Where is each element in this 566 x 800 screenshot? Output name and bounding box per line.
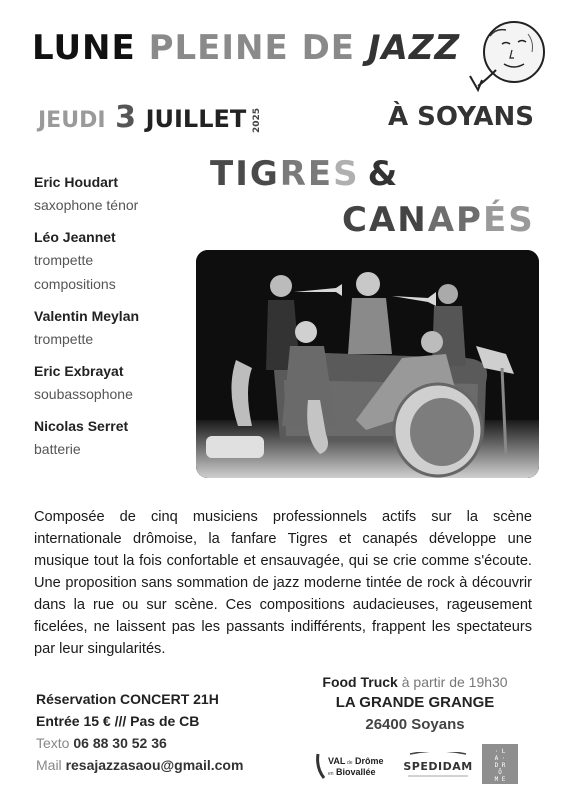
svg-text:en: en xyxy=(328,771,334,777)
svg-text:VAL: VAL xyxy=(328,756,346,766)
musician-item xyxy=(34,361,204,406)
band-word2-part-a: CAN xyxy=(342,200,428,240)
phone-number[interactable]: 06 88 30 52 36 xyxy=(73,735,167,751)
svg-text:Biovallée: Biovallée xyxy=(336,767,376,777)
food-truck-time: à partir de 19h30 xyxy=(397,674,508,690)
la-drome-logo: · L A · D R Ô M E xyxy=(482,744,518,784)
band-name-line1 xyxy=(210,154,399,194)
musician-item xyxy=(34,416,204,461)
booking-concert-time: Réservation CONCERT 21H xyxy=(36,691,219,707)
svg-text:SPEDIDAM: SPEDIDAM xyxy=(403,760,473,773)
musicians-list xyxy=(34,172,204,471)
musician-role: batterie xyxy=(34,441,81,457)
band-name-line2 xyxy=(342,200,535,240)
band-description: Composée de cinq musiciens professionnels actifs sur la scène internationale drômoise, la fanfare Tigres et canapés développe une musique tout la fois confortable et ensauvagée, qui se crie comme s'écoute. Une proposition sans sommation de jazz moderne tintée de rock à découvrir dans la rue ou sur scène. Ces compositions audacieuses, rageusement ficelées, ne laissent pas les passants indifférents, frappent les spectateurs par leur singularités. xyxy=(34,509,532,657)
musician-item xyxy=(34,227,204,296)
musician-name: Eric Houdart xyxy=(34,174,119,190)
venue-name: LA GRANDE GRANGE xyxy=(335,694,495,711)
mail-address[interactable]: resajazzasaou@gmail.com xyxy=(65,757,244,773)
musician-name: Léo Jeannet xyxy=(34,229,116,245)
booking-info xyxy=(36,688,243,776)
band-word1-part-b: RE xyxy=(279,154,334,194)
musician-role: trompette xyxy=(34,252,94,268)
venue-info xyxy=(300,672,530,736)
phone-label: Texto xyxy=(36,735,70,751)
moon-face-illustration xyxy=(466,14,552,100)
food-truck-label: Food Truck xyxy=(322,674,398,690)
mail-label: Mail xyxy=(36,757,62,773)
band-word2-part-c: ÉS xyxy=(482,200,535,240)
musician-name: Eric Exbrayat xyxy=(34,363,124,379)
band-word2-part-b: AP xyxy=(427,200,483,240)
musician-role: trompette xyxy=(34,331,94,347)
booking-mail-line xyxy=(36,754,243,776)
svg-text:de: de xyxy=(347,760,353,766)
date-number: 3 xyxy=(115,100,136,135)
val-de-drome-logo xyxy=(314,750,394,784)
musician-role: saxophone ténor xyxy=(34,197,139,213)
booking-price: Entrée 15 € /// Pas de CB xyxy=(36,713,200,729)
svg-text:Drôme: Drôme xyxy=(355,756,384,766)
band-word1-part-c: S xyxy=(333,154,360,194)
band-ampersand: & xyxy=(367,154,400,194)
musician-item xyxy=(34,306,204,351)
musician-role: soubassophone xyxy=(34,386,133,402)
title-part-jazz: JAZZ xyxy=(367,28,461,68)
title-part-pleine-de: PLEINE DE xyxy=(148,28,368,68)
event-title xyxy=(32,28,460,68)
booking-phone-line xyxy=(36,732,243,754)
musician-name: Valentin Meylan xyxy=(34,308,140,324)
musician-item xyxy=(34,172,204,217)
venue-city: 26400 Soyans xyxy=(365,716,465,733)
date-month: JUILLET xyxy=(145,105,247,133)
food-truck-line xyxy=(300,672,530,692)
band-word1-part-a: TIG xyxy=(210,154,280,194)
event-date xyxy=(38,100,246,135)
spedidam-logo xyxy=(402,752,474,782)
title-part-lune: LUNE xyxy=(32,28,149,68)
date-day: JEUDI xyxy=(38,108,106,133)
musician-name: Nicolas Serret xyxy=(34,418,129,434)
musician-role-secondary: compositions xyxy=(34,276,116,292)
event-place: À SOYANS xyxy=(388,102,535,132)
date-year: 2025 xyxy=(252,107,262,133)
band-photo xyxy=(196,250,539,478)
